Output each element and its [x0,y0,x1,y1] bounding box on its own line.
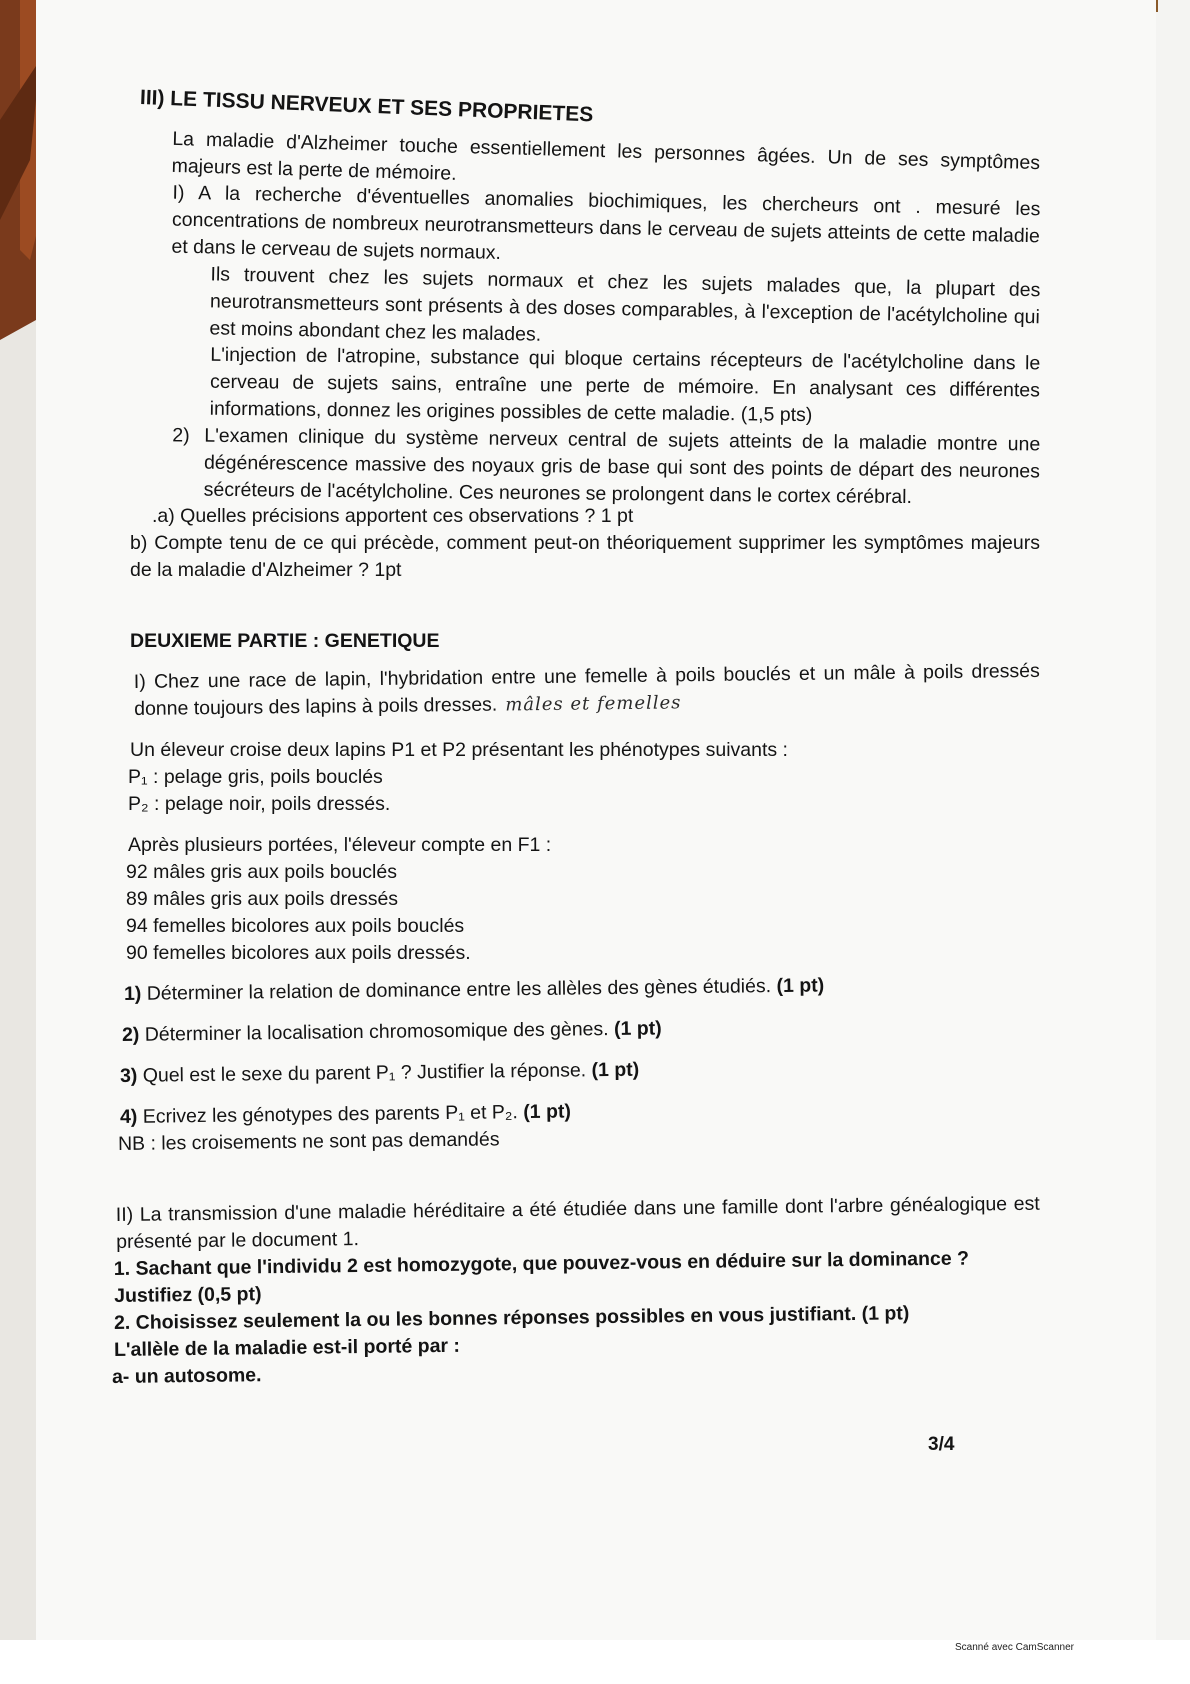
genetics-question-2: 2) Déterminer la localisation chromosomique des gènes. (1 pt) [121,1017,662,1046]
question-2b: b) Compte tenu de ce qui précède, comment peut-on théoriquement supprimer les symptômes majeurs de la maladie d'Alzheimer ? 1pt [130,532,1040,581]
section-title-genetics: DEUXIEME PARTIE : GENETIQUE [130,630,440,652]
page-number: 3/4 [928,1434,955,1455]
question-2-number: 2) [172,424,190,447]
cross-intro: Un éleveur croise deux lapins P1 et P2 présentant les phénotypes suivants : [130,739,788,761]
heredity-question-2-prompt: L'allèle de la maladie est-il porté par : [113,1334,461,1361]
parent-p2: P₂ : pelage noir, poils dressés. [128,793,391,815]
f1-intro: Après plusieurs portées, l'éleveur compte en F1 : [128,834,552,856]
f1-result: 90 femelles bicolores aux poils dressés. [126,942,471,964]
scanner-watermark: Scanné avec CamScanner [955,1642,1074,1653]
alzheimer-intro: La maladie d'Alzheimer touche essentiellement les personnes âgées. Un de ses symptômes majeurs est la perte de mémoire. [171,127,1041,185]
nb-note: NB : les croisements ne sont pas demandés [117,1128,500,1155]
question-1-atropine: L'injection de l'atropine, substance qui bloque certains récepteurs de l'acétylcholine dans le cerveau de sujets sains, entraîne une perte de mémoire. En analysant ces différentes informations, donnez les origines possibles de cette maladie. (1,5 pts) [209,343,1041,427]
handwritten-note: mâles et femelles [505,692,682,716]
section-title-nervous-tissue: III) LE TISSU NERVEUX ET SES PROPRIETES [139,86,594,127]
question-2-text: L'examen clinique du système nerveux central de sujets atteints de la maladie montre une dégénérescence massive des noyaux gris de base qui sont des points de départ des neurones sécréteurs de l'acétylcholine. Ces neurones se prolongent dans le cortex cérébral. [203,424,1041,509]
question-1-findings: Ils trouvent chez les sujets normaux et chez les sujets malades que, la plupart des neurotransmetteurs sont présents à des doses comparables, à l'exception de l'acétylcholine qui est moins abondant chez les malades. [209,263,1041,346]
genetics-intro-text: I) Chez une race de lapin, l'hybridation entre une femelle à poils bouclés et un mâle à poils dressés donne toujours des lapins à poils dresses. [133,659,1040,720]
heredity-question-2: 2. Choisissez seulement la ou les bonnes réponses possibles en vous justifiant. (1 pt) [113,1302,910,1334]
f1-result: 89 mâles gris aux poils dressés [126,888,399,910]
genetics-question-3: 3) Quel est le sexe du parent P₁ ? Justifier la réponse. (1 pt) [119,1058,640,1087]
heredity-option-a: a- un autosome. [111,1364,262,1388]
parent-p1: P₁ : pelage gris, poils bouclés [128,766,383,788]
genetics-intro [134,658,1041,723]
heredity-intro: II) La transmission d'une maladie héréditaire a été étudiée dans une famille dont l'arbre généalogique est présenté par le document 1. [115,1192,1040,1253]
question-2 [140,422,1041,512]
exam-content [111,84,1041,1391]
genetics-question-1: 1) Déterminer la relation de dominance entre les allèles des gènes étudiés. (1 pt) [123,974,825,1005]
question-2a: .a) Quelles précisions apportent ces observations ? 1 pt [152,505,634,527]
f1-result: 94 femelles bicolores aux poils bouclés [126,915,465,937]
heredity-question-1: 1. Sachant que l'individu 2 est homozygote, que pouvez-vous en déduire sur la dominance ? Justifiez (0,5 pt) [113,1247,970,1307]
genetics-question-4: 4) Ecrivez les génotypes des parents P₁ et P₂. (1 pt) [119,1100,572,1128]
question-1-intro: I) A la recherche d'éventuelles anomalies biochimiques, les chercheurs ont . mesuré les concentrations de nombreux neurotransmetteurs dans le cerveau de sujets atteints de cette maladie et dans le cerveau de sujets normaux. [171,181,1041,264]
f1-result: 92 mâles gris aux poils bouclés [126,861,397,883]
